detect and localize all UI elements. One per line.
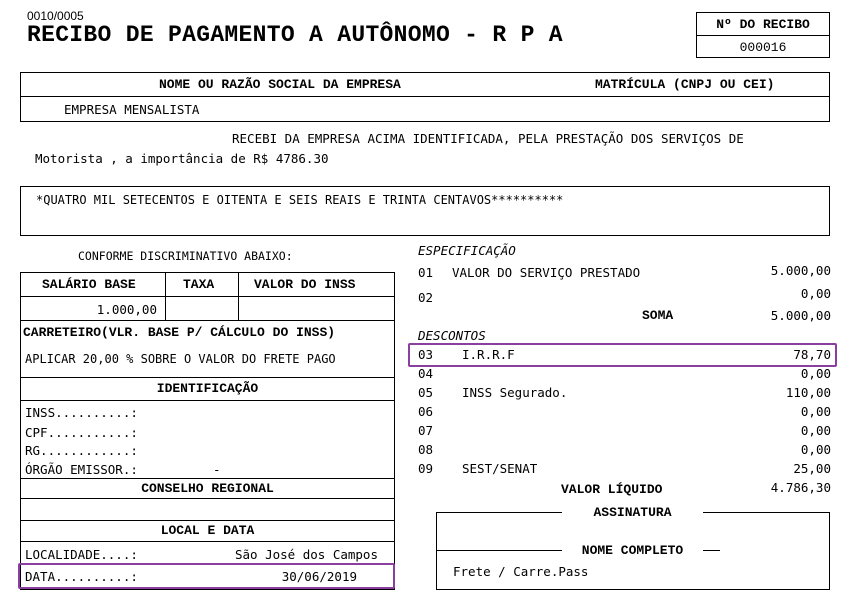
- soma-value: 5.000,00: [770, 308, 831, 323]
- descontos-title: DESCONTOS: [418, 328, 486, 343]
- document-title: RECIBO DE PAGAMENTO A AUTÔNOMO - R P A: [27, 22, 563, 48]
- company-name-header: NOME OU RAZÃO SOCIAL DA EMPRESA: [159, 77, 401, 92]
- row-04-value: 0,00: [800, 366, 831, 381]
- amount-in-words: *QUATRO MIL SETECENTOS E OITENTA E SEIS REAIS E TRINTA CENTAVOS**********: [36, 193, 564, 207]
- nome-completo-label: NOME COMPLETO: [581, 543, 684, 558]
- cpf-label: CPF...........:: [25, 425, 138, 440]
- row-07-value: 0,00: [800, 423, 831, 438]
- conselho-regional-title: CONSELHO REGIONAL: [141, 481, 274, 496]
- row-01-desc: VALOR DO SERVIÇO PRESTADO: [452, 265, 641, 280]
- row-06-value: 0,00: [800, 404, 831, 419]
- orgao-emissor-value: -: [213, 462, 221, 477]
- row-08-code: 08: [418, 442, 434, 457]
- row-06-code: 06: [418, 404, 434, 419]
- carreteiro-title: CARRETEIRO(VLR. BASE P/ CÁLCULO DO INSS): [23, 325, 336, 340]
- salario-base-value: 1.000,00: [96, 302, 157, 317]
- orgao-emissor-label: ÓRGÃO EMISSOR.:: [25, 462, 138, 477]
- row-08-value: 0,00: [800, 442, 831, 457]
- page-reference: 0010/0005: [27, 9, 84, 23]
- row-05-code: 05: [418, 385, 434, 400]
- rg-label: RG............:: [25, 443, 138, 458]
- row-03-desc: I.R.R.F: [462, 347, 515, 362]
- local-data-title: LOCAL E DATA: [160, 523, 255, 538]
- row-05-value: 110,00: [785, 385, 831, 400]
- data-label: DATA..........:: [25, 569, 138, 584]
- localidade-label: LOCALIDADE....:: [25, 547, 138, 562]
- statement-line-2: Motorista , a importância de R$ 4786.30: [35, 151, 329, 166]
- receipt-number-value: 000016: [739, 40, 787, 55]
- valor-liquido-label: VALOR LÍQUIDO: [561, 482, 663, 497]
- row-05-desc: INSS Segurado.: [462, 385, 568, 400]
- row-03-code: 03: [418, 347, 434, 362]
- receipt-number-label: Nº DO RECIBO: [716, 17, 810, 32]
- assinatura-label: ASSINATURA: [593, 505, 672, 520]
- localidade-value: São José dos Campos: [235, 547, 378, 562]
- statement-line-1: RECEBI DA EMPRESA ACIMA IDENTIFICADA, PELA PRESTAÇÃO DOS SERVIÇOS DE: [232, 131, 744, 146]
- row-09-code: 09: [418, 461, 434, 476]
- row-09-value: 25,00: [793, 461, 831, 476]
- irrf-highlight: [408, 343, 837, 367]
- salario-base-header: SALÁRIO BASE: [42, 277, 136, 292]
- data-value: 30/06/2019: [281, 569, 357, 584]
- valor-liquido-value: 4.786,30: [770, 480, 831, 495]
- nome-completo-value: Frete / Carre.Pass: [453, 564, 589, 579]
- row-02-value: 0,00: [800, 286, 831, 301]
- row-03-value: 78,70: [793, 347, 831, 362]
- company-name: EMPRESA MENSALISTA: [64, 102, 200, 117]
- row-01-code: 01: [418, 265, 434, 280]
- carreteiro-text: APLICAR 20,00 % SOBRE O VALOR DO FRETE PAGO: [25, 352, 336, 366]
- soma-label: SOMA: [642, 308, 674, 323]
- conforme-text: CONFORME DISCRIMINATIVO ABAIXO:: [78, 249, 293, 263]
- row-04-code: 04: [418, 366, 434, 381]
- identificacao-title: IDENTIFICAÇÃO: [156, 381, 259, 396]
- row-07-code: 07: [418, 423, 434, 438]
- valor-inss-header: VALOR DO INSS: [254, 277, 356, 292]
- row-09-desc: SEST/SENAT: [462, 461, 538, 476]
- date-highlight: [18, 563, 395, 589]
- inss-label: INSS..........:: [25, 405, 138, 420]
- row-02-code: 02: [418, 290, 434, 305]
- taxa-header: TAXA: [183, 277, 215, 292]
- especificacao-title: ESPECIFICAÇÃO: [418, 243, 516, 258]
- row-01-value: 5.000,00: [770, 263, 831, 278]
- matricula-header: MATRÍCULA (CNPJ OU CEI): [595, 77, 775, 92]
